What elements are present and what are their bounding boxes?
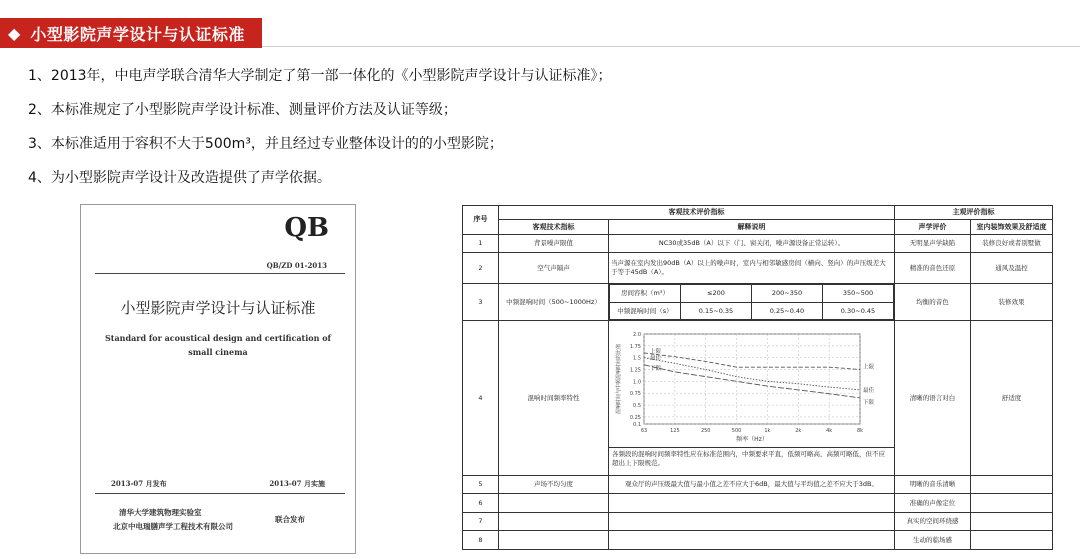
row-decor: 舒适度	[971, 321, 1053, 475]
x-tick-label: 1k	[763, 428, 770, 435]
row-index: 空气声隔声	[499, 253, 609, 284]
table-row	[463, 512, 1053, 531]
cover-divider	[95, 493, 345, 494]
series-label-right: 下限	[862, 399, 874, 406]
header-description: 解释说明	[609, 220, 895, 234]
bullet-item: 4、为小型影院声学设计及改造提供了声学依据。	[28, 170, 331, 186]
row-acoustic: 清晰的语言对白	[895, 321, 971, 475]
row-no: 7	[463, 512, 499, 531]
table-row	[463, 494, 1053, 513]
header-objective: 客观技术评价指标	[499, 206, 895, 220]
diamond-icon: ◆	[8, 23, 21, 43]
x-tick-label: 250	[700, 428, 710, 435]
evaluation-table	[462, 205, 1053, 550]
cover-divider	[95, 273, 345, 274]
chart-cell	[609, 321, 895, 475]
series-label-right: 最佳	[862, 387, 874, 394]
row-decor	[971, 512, 1053, 531]
chart-note: 各频段的混响时间频率特性应在标准范围内，中频要求平直，低频可略高，高频可略低，但不应超出上下限规范。	[612, 450, 885, 468]
row-decor: 装修效果	[971, 284, 1053, 321]
rt-volume-value: 200~350	[752, 285, 823, 303]
plot-area	[644, 334, 860, 424]
y-axis-label: 混响时间与中频混响时间的比值	[615, 344, 622, 415]
row-no: 4	[463, 321, 499, 475]
series-line-0	[644, 353, 860, 370]
row-decor	[971, 531, 1053, 550]
cover-title-en: Standard for acoustical design and certification of small cinema	[105, 333, 331, 357]
header-no: 序号	[463, 206, 499, 235]
row-index	[499, 494, 609, 513]
row-index: 声场不均匀度	[499, 475, 609, 494]
row-decor	[971, 475, 1053, 494]
bullet-list	[28, 64, 612, 200]
row-index: 混响时间频率特性	[499, 321, 609, 475]
row-acoustic: 生动的临场感	[895, 531, 971, 550]
y-tick-label: 1.25	[629, 367, 641, 374]
section-title: 小型影院声学设计与认证标准	[30, 24, 245, 44]
row-index	[499, 512, 609, 531]
row-desc	[609, 494, 895, 513]
row-index: 中频混响时间（500~1000Hz）	[499, 284, 609, 321]
row-no: 1	[463, 234, 499, 253]
row-desc: NC30或35dB（A）以下（门、窗关闭，噪声源设备正常运转）。	[609, 234, 895, 253]
row-no: 8	[463, 531, 499, 550]
y-tick-label: 2.0	[632, 332, 641, 339]
row-decor: 通风及温控	[971, 253, 1053, 284]
rt-time-value: 0.30~0.45	[823, 302, 894, 320]
series-line-1	[644, 358, 860, 390]
x-axis-label: 频率（Hz）	[735, 436, 768, 444]
row-acoustic: 真实的空间环绕感	[895, 512, 971, 531]
row-acoustic: 无明显声学缺陷	[895, 234, 971, 253]
table-row	[463, 475, 1053, 494]
frequency-response-chart	[610, 326, 894, 444]
bullet-item: 2、本标准规定了小型影院声学设计标准、测量评价方法及认证等级；	[28, 102, 457, 118]
series-label-left: 上限	[649, 348, 661, 355]
row-acoustic: 准确的声像定位	[895, 494, 971, 513]
table-row	[463, 321, 1053, 475]
cover-joint-label: 联合发布	[275, 515, 305, 524]
row-no: 2	[463, 253, 499, 284]
row-no: 5	[463, 475, 499, 494]
rt-subtable	[609, 284, 894, 320]
row-no: 6	[463, 494, 499, 513]
row-decor	[971, 494, 1053, 513]
cover-org: 北京中电瑞膳声学工程技术有限公司	[113, 522, 233, 531]
rt-volume-value: ≤200	[681, 285, 752, 303]
row-acoustic: 明晰的音乐清晰	[895, 475, 971, 494]
series-label-right: 上限	[862, 364, 874, 371]
x-tick-label: 63	[640, 428, 647, 435]
x-tick-label: 125	[669, 428, 680, 435]
header-subjective: 主观评价指标	[895, 206, 1053, 220]
y-tick-label: 0.5	[632, 403, 641, 410]
row-no: 3	[463, 284, 499, 321]
rt-time-label: 中频混响时间（s）	[610, 302, 681, 320]
rt-volume-label: 房间容积（m³）	[610, 285, 681, 303]
x-tick-label: 500	[731, 428, 741, 435]
y-tick-label: 0.1	[632, 422, 641, 429]
rt-time-value: 0.25~0.40	[752, 302, 823, 320]
row-index: 背景噪声限值	[499, 234, 609, 253]
rt-volume-value: 350~500	[823, 285, 894, 303]
row-desc: 当声源在室内发出90dB（A）以上的噪声时，室内与相邻敏感房间（横向、竖向）的声压级差大于等于45dB（A）。	[609, 253, 895, 284]
series-label-left: 最佳	[649, 355, 661, 362]
y-tick-label: 1.0	[632, 379, 641, 386]
y-tick-label: 0.75	[629, 391, 641, 398]
header-objective-index: 客观技术指标	[499, 220, 609, 234]
cover-logo: QB	[284, 213, 329, 243]
bullet-item: 3、本标准适用于容积不大于500m³，并且经过专业整体设计的的小型影院；	[28, 136, 503, 152]
x-tick-label: 8k	[856, 428, 863, 435]
cover-title-cn: 小型影院声学设计与认证标准	[120, 299, 316, 317]
rt-time-value: 0.15~0.35	[681, 302, 752, 320]
x-tick-label: 2k	[794, 428, 801, 435]
cover-code: QB/ZD 01-2013	[266, 261, 327, 270]
series-label-left: 下限	[649, 365, 661, 372]
cover-publish-date: 2013-07 月发布	[111, 479, 167, 488]
header-decor-eval: 室内装饰效果及舒适度	[971, 220, 1053, 234]
header-acoustic-eval: 声学评价	[895, 220, 971, 234]
table-row	[463, 284, 1053, 321]
row-desc: 观众厅的声压级最大值与最小值之差不应大于6dB，最大值与平均值之差不应大于3dB。	[609, 475, 895, 494]
bullet-item: 1、2013年，中电声学联合清华大学制定了第一部一体化的《小型影院声学设计与认证标准》；	[28, 68, 612, 84]
table-row	[463, 531, 1053, 550]
row-index	[499, 531, 609, 550]
row-desc	[609, 531, 895, 550]
divider	[262, 46, 1080, 47]
row-acoustic: 均衡的音色	[895, 284, 971, 321]
table-row	[463, 234, 1053, 253]
y-tick-label: 1.5	[632, 355, 641, 362]
standard-cover-image	[80, 204, 356, 554]
row-decor: 装修良好或者别墅做	[971, 234, 1053, 253]
rt-subtable-cell	[609, 284, 895, 321]
y-tick-label: 1.75	[629, 343, 641, 350]
x-tick-label: 4k	[825, 428, 832, 435]
row-acoustic: 精准的音色还原	[895, 253, 971, 284]
cover-org: 清华大学建筑物理实验室	[119, 508, 202, 517]
y-tick-label: 0.25	[629, 414, 641, 421]
section-title-bar	[0, 18, 262, 48]
cover-implement-date: 2013-07 月实施	[269, 479, 325, 488]
table-row	[463, 253, 1053, 284]
row-desc	[609, 512, 895, 531]
